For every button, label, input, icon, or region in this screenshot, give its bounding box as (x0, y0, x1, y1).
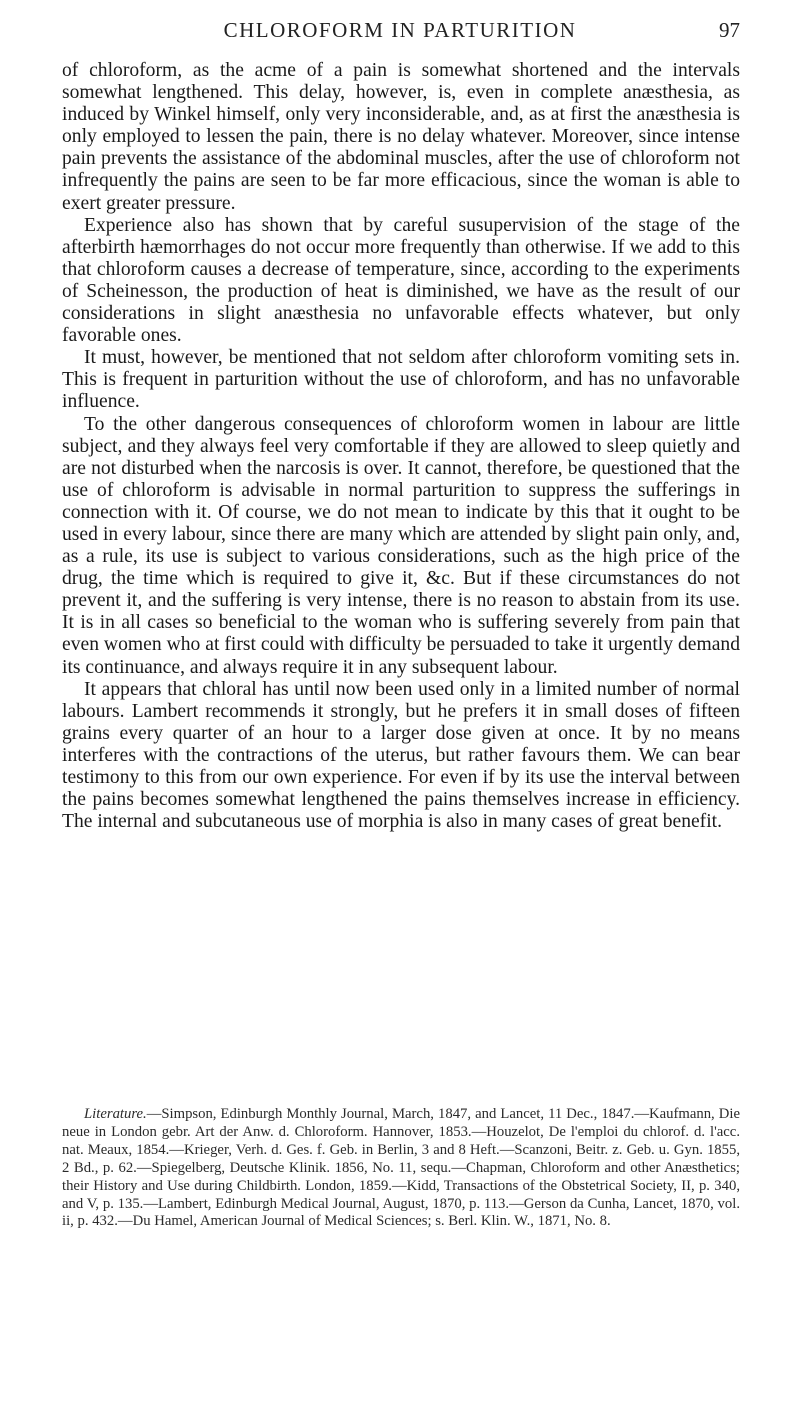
page-number: 97 (719, 18, 740, 42)
page-header (60, 14, 740, 50)
paragraph-vomiting: It must, however, be mentioned that not seldom after chloroform vomiting sets in. This is frequent in parturition without the use of chloroform, and has no unfavorable influence. (62, 347, 740, 413)
literature-text: —Simpson, Edinburgh Monthly Journal, March, 1847, and Lancet, 11 Dec., 1847.—Kaufmann, Die neue in London gebr. Art der Anw. d. Chloroform. Hannover, 1853.—Houzelot, De l'emploi du chlorof. d. l'acc. nat. Meaux, 1854.—Krieger, Verh. d. Ges. f. Geb. in Berlin, 3 and 8 Heft.—Scanzoni, Beitr. z. Geb. u. Gyn. 1855, 2 Bd., p. 62.—Spiegelberg, Deutsche Klinik. 1856, No. 11, sequ.—Chapman, Chloroform and other Anæsthetics; their History and Use during Childbirth. London, 1859.—Kidd, Transactions of the Obstetrical Society, II, p. 340, and V, p. 135.—Lambert, Edinburgh Medical Journal, August, 1870, p. 113.—Gerson da Cunha, Lancet, 1870, vol. ii, p. 432.—Du Hamel, American Journal of Medical Sciences; s. Berl. Klin. W., 1871, No. 8. (62, 1106, 740, 1230)
paragraph-chloral: It appears that chloral has until now been used only in a limited number of normal labours. Lambert recommends it strongly, but he prefers it in small doses of fifteen grains every quarter of an hour to a larger dose given at once. It by no means interferes with the contractions of the uterus, but rather favours them. We can bear testimony to this from our own experience. For even if by its use the interval between the pains becomes somewhat lengthened the pains themselves increase in efficiency. The internal and subcutaneous use of morphia is also in many cases of great benefit. (62, 678, 740, 833)
paragraph-afterbirth: Experience also has shown that by careful susupervision of the stage of the afterbirth hæmorrhages do not occur more frequently than otherwise. If we add to this that chloroform causes a decrease of temperature, since, according to the experiments of Scheinesson, the production of heat is diminished, we have as the result of our considerations in slight anæsthesia no unfavorable effects whatever, but only favorable ones. (62, 214, 740, 347)
running-title: CHLOROFORM IN PARTURITION (223, 18, 577, 42)
paragraph-consequences: To the other dangerous consequences of chloroform women in labour are little subject, and they always feel very comfortable if they are allowed to sleep quietly and are not disturbed when the narcosis is over. It cannot, therefore, be questioned that the use of chloroform is advisable in normal parturition to suppress the sufferings in connection with it. Of course, we do not mean to indicate by this that it ought to be used in every labour, since there are many which are attended by slight pain only, and, as a rule, its use is subject to various considerations, such as the high price of the drug, the time which is required to give it, &c. But if these circumstances do not prevent it, and the suffering is very intense, there is no reason to abstain from its use. It is in all cases so beneficial to the woman who is suffering severely from pain that even women who at first could with difficulty be persuaded to take it urgently demand its continuance, and always require it in any subsequent labour. (62, 413, 740, 678)
body-text (62, 60, 740, 833)
paragraph-continuation: of chloroform, as the acme of a pain is somewhat shortened and the intervals somewhat lengthened. This delay, however, is, even in complete anæsthesia, as induced by Winkel himself, only very inconsiderable, and, as at first the anæsthesia is only employed to lessen the pain, there is no delay whatever. Moreover, since intense pain prevents the assistance of the abdominal muscles, after the use of chloroform not infrequently the pains are seen to be far more efficacious, since the woman is able to exert greater pressure. (62, 60, 740, 214)
literature-references (62, 1106, 740, 1231)
literature-label: Literature. (84, 1106, 147, 1122)
